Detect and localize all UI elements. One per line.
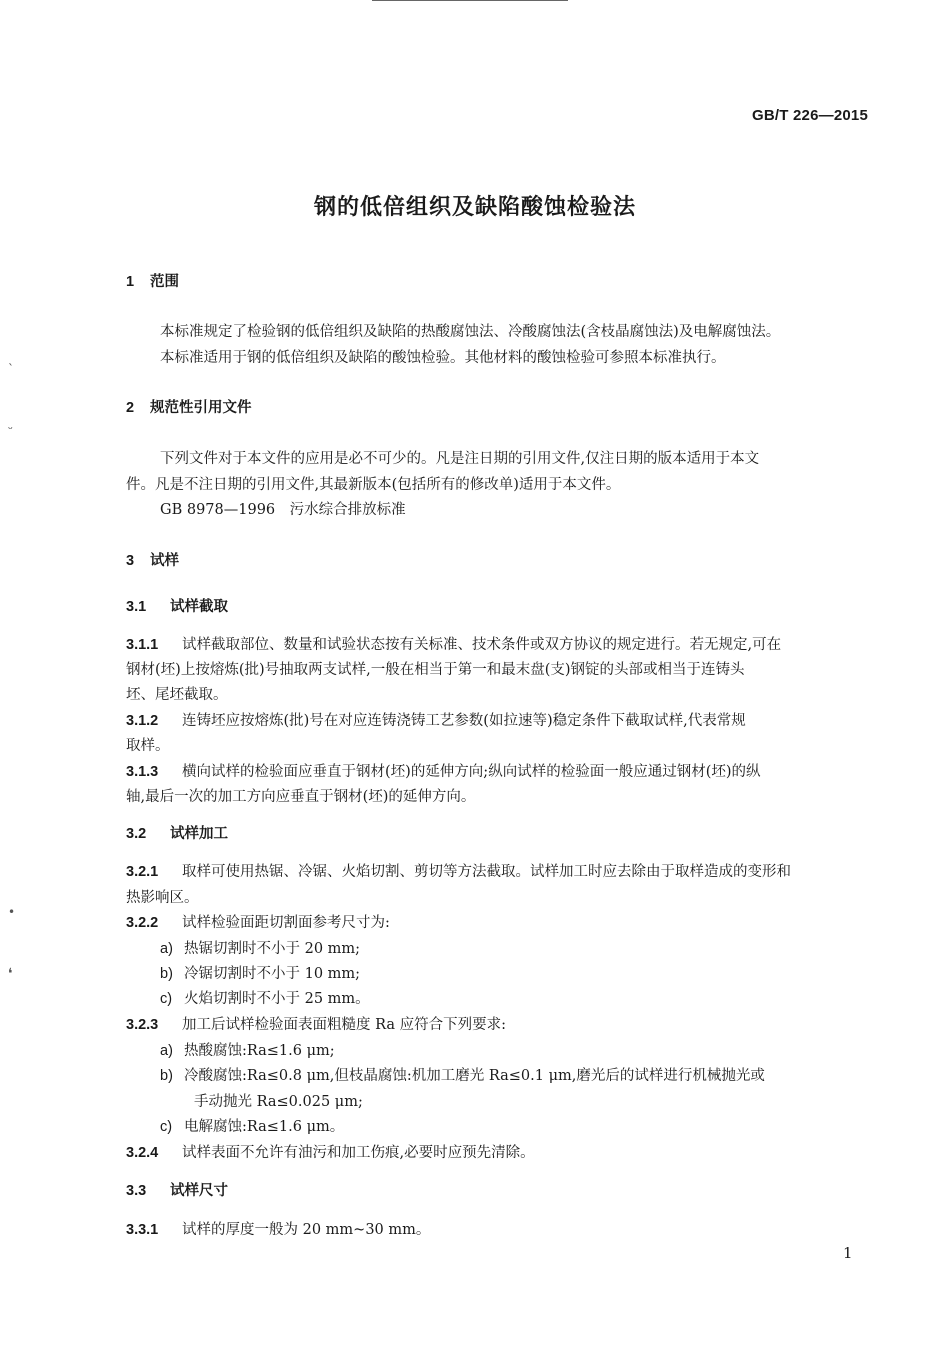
clause-number: 3.2.4 xyxy=(126,1145,159,1161)
clause-text: 连铸坯应按熔炼(批)号在对应连铸浇铸工艺参数(如拉速等)稳定条件下截取试样,代表常规 xyxy=(182,713,746,729)
subsection-title: 试样加工 xyxy=(170,826,228,842)
subsection-number: 3.3 xyxy=(126,1183,147,1199)
clause-line xyxy=(126,913,390,933)
list-marker: b) xyxy=(160,966,173,982)
list-marker: b) xyxy=(160,1068,173,1084)
subsection-title: 试样截取 xyxy=(170,599,228,615)
clause-text: 试样的厚度一般为 20 mm~30 mm。 xyxy=(182,1222,431,1238)
paragraph-line: 轴,最后一次的加工方向应垂直于钢材(坯)的延伸方向。 xyxy=(126,789,476,805)
clause-text: 加工后试样检验面表面粗糙度 Ra 应符合下列要求: xyxy=(182,1017,506,1033)
clause-text: 试样检验面距切割面参考尺寸为: xyxy=(182,915,390,931)
list-item-text: 热酸腐蚀:Ra≤1.6 μm; xyxy=(184,1043,335,1059)
clause-text: 取样可使用热锯、冷锯、火焰切割、剪切等方法截取。试样加工时应去除由于取样造成的变形和 xyxy=(182,864,791,880)
paragraph-line: 件。凡是不注日期的引用文件,其最新版本(包括所有的修改单)适用于本文件。 xyxy=(126,477,621,493)
clause-line xyxy=(126,862,791,882)
clause-number: 3.2.3 xyxy=(126,1017,159,1033)
subsection-number: 3.1 xyxy=(126,599,147,615)
paragraph-line: 下列文件对于本文件的应用是必不可少的。凡是注日期的引用文件,仅注日期的版本适用于本文 xyxy=(160,451,760,467)
list-marker: a) xyxy=(160,941,173,957)
section-number: 1 xyxy=(126,274,135,290)
clause-line xyxy=(126,762,761,782)
scan-mark: ˋ xyxy=(8,362,14,376)
list-item xyxy=(160,989,370,1009)
list-item-text: 火焰切割时不小于 25 mm。 xyxy=(184,991,370,1007)
list-marker: a) xyxy=(160,1043,173,1059)
list-item-text: 冷酸腐蚀:Ra≤0.8 μm,但枝晶腐蚀:机加工磨光 Ra≤0.1 μm,磨光后的试样进行机械抛光或 xyxy=(184,1068,765,1084)
section-number: 3 xyxy=(126,553,135,569)
clause-number: 3.2.2 xyxy=(126,915,159,931)
list-item-text: 冷锯切割时不小于 10 mm; xyxy=(184,966,361,982)
subsection-title: 试样尺寸 xyxy=(170,1183,228,1199)
list-item xyxy=(160,964,360,984)
section-heading xyxy=(126,272,179,292)
paragraph-line: 热影响区。 xyxy=(126,890,199,906)
subsection-heading xyxy=(126,597,228,617)
clause-text: 试样表面不允许有油污和加工伤痕,必要时应预先清除。 xyxy=(182,1145,535,1161)
paragraph-line: 手动抛光 Ra≤0.025 μm; xyxy=(194,1094,363,1110)
section-title: 试样 xyxy=(150,553,179,569)
list-item-text: 电解腐蚀:Ra≤1.6 μm。 xyxy=(184,1119,345,1135)
list-item xyxy=(160,1117,344,1137)
section-title: 规范性引用文件 xyxy=(150,400,252,416)
scan-mark: ᵕ xyxy=(8,422,13,436)
scan-mark: ❛ xyxy=(8,966,13,982)
list-marker: c) xyxy=(160,1119,173,1135)
clause-line xyxy=(126,1015,506,1035)
section-number: 2 xyxy=(126,400,135,416)
clause-line xyxy=(126,1220,430,1240)
section-title: 范围 xyxy=(150,274,179,290)
subsection-number: 3.2 xyxy=(126,826,147,842)
list-marker: c) xyxy=(160,991,173,1007)
list-item-text: 热锯切割时不小于 20 mm; xyxy=(184,941,361,957)
section-heading xyxy=(126,398,252,418)
clause-number: 3.3.1 xyxy=(126,1222,159,1238)
scan-mark: • xyxy=(8,905,16,919)
standard-code: GB/T 226—2015 xyxy=(752,107,868,124)
list-item xyxy=(160,939,360,959)
list-item xyxy=(160,1041,335,1061)
subsection-heading xyxy=(126,824,228,844)
document-title: 钢的低倍组织及缺陷酸蚀检验法 xyxy=(313,195,636,220)
normative-reference: GB 8978—1996 污水综合排放标准 xyxy=(160,502,406,518)
clause-number: 3.2.1 xyxy=(126,864,159,880)
page-number: 1 xyxy=(843,1244,853,1262)
top-rule xyxy=(372,0,568,1)
paragraph-line: 本标准规定了检验钢的低倍组织及缺陷的热酸腐蚀法、冷酸腐蚀法(含枝晶腐蚀法)及电解腐蚀法。 xyxy=(160,324,781,340)
clause-text: 试样截取部位、数量和试验状态按有关标准、技术条件或双方协议的规定进行。若无规定,可在 xyxy=(182,637,782,653)
clause-line xyxy=(126,1143,535,1163)
clause-text: 横向试样的检验面应垂直于钢材(坯)的延伸方向;纵向试样的检验面一般应通过钢材(坯)的纵 xyxy=(182,764,761,780)
clause-line xyxy=(126,635,781,655)
paragraph-line: 取样。 xyxy=(126,738,170,754)
clause-number: 3.1.1 xyxy=(126,637,159,653)
paragraph-line: 钢材(坯)上按熔炼(批)号抽取两支试样,一般在相当于第一和最末盘(支)钢锭的头部或相当于连铸头 xyxy=(126,662,745,678)
clause-number: 3.1.3 xyxy=(126,764,159,780)
section-heading xyxy=(126,551,179,571)
clause-line xyxy=(126,711,746,731)
clause-number: 3.1.2 xyxy=(126,713,159,729)
paragraph-line: 坯、尾坯截取。 xyxy=(126,687,228,703)
list-item xyxy=(160,1066,765,1086)
subsection-heading xyxy=(126,1181,228,1201)
paragraph-line: 本标准适用于钢的低倍组织及缺陷的酸蚀检验。其他材料的酸蚀检验可参照本标准执行。 xyxy=(160,350,726,366)
